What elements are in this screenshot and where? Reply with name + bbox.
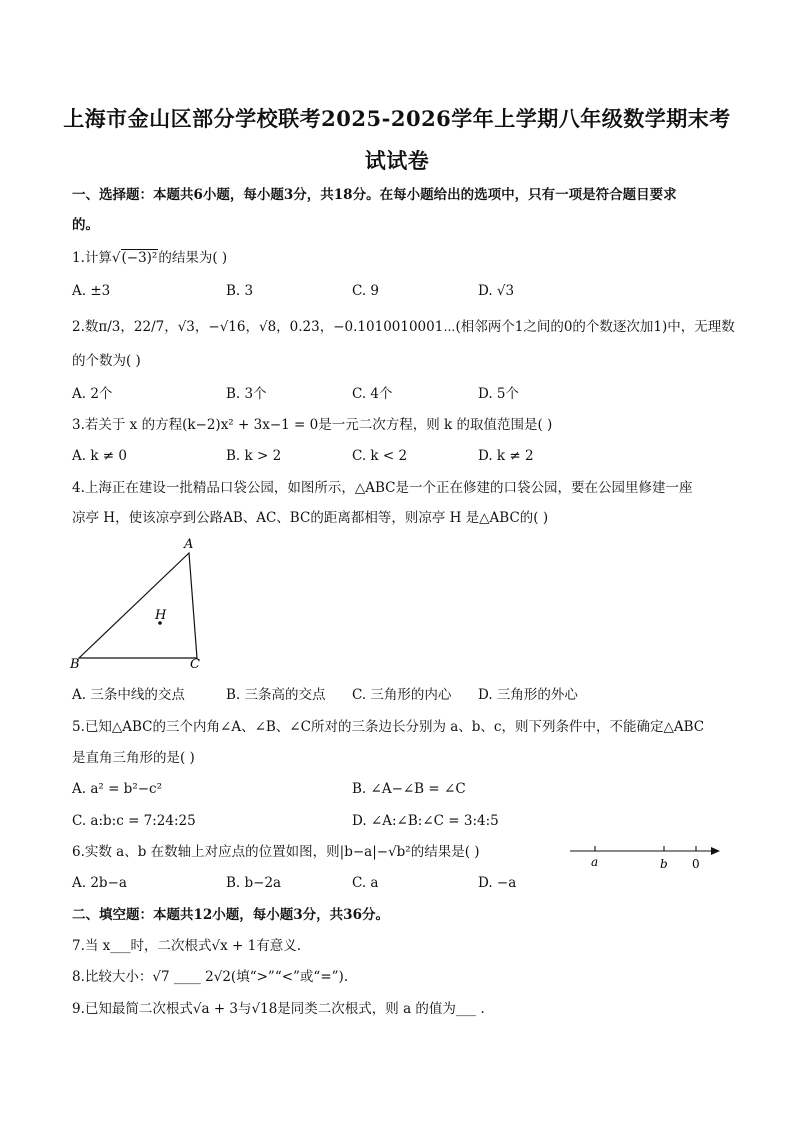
q2-option-a: A. 2个	[72, 386, 113, 402]
q5-option-c: C. a:b:c = 7:24:25	[72, 813, 196, 829]
q1-prefix: 1.计算	[72, 250, 112, 266]
exam-title-line1: 上海市金山区部分学校联考2025-2026学年上学期八年级数学期末考	[63, 106, 731, 131]
q2-option-d: D. 5个	[478, 386, 520, 402]
q1-option-c: C. 9	[352, 283, 380, 299]
vertex-label-a: A	[184, 537, 194, 552]
triangle-figure	[66, 533, 216, 673]
q4-option-b: B. 三条高的交点	[226, 687, 326, 703]
question-1	[72, 249, 227, 267]
question-2-line2: 的个数为( )	[72, 353, 141, 369]
q3-option-a: A. k ≠ 0	[72, 448, 127, 464]
number-line-figure	[566, 840, 726, 874]
tick-label-zero: 0	[692, 857, 700, 871]
q6-option-c: C. a	[352, 875, 379, 891]
q4-option-d: D. 三角形的外心	[478, 687, 578, 703]
q4-option-a: A. 三条中线的交点	[72, 687, 185, 703]
q6-option-a: A. 2b−a	[72, 875, 127, 891]
triangle-abc	[79, 553, 197, 658]
q2-option-c: C. 4个	[352, 386, 393, 402]
q3-option-b: B. k > 2	[226, 448, 282, 464]
question-7: 7.当 x___时，二次根式√x + 1有意义.	[72, 938, 302, 954]
question-2-line1: 2.数π/3，22/7，√3，−√16，√8，0.2̇3̇，−0.1010010001⋯(相邻两个1之间的0的个数逐次加1)中，无理数	[72, 319, 735, 335]
q2-option-b: B. 3个	[226, 386, 267, 402]
question-4-line1: 4.上海正在建设一批精品口袋公园，如图所示，△ABC是一个正在修建的口袋公园，要在公园里修建一座	[72, 480, 693, 496]
section1-heading: 一、选择题：本题共6小题，每小题3分，共18分。在每小题给出的选项中，只有一项是符合题目要求	[72, 187, 677, 203]
q1-expression: (−3)²	[121, 250, 158, 266]
q4-option-c: C. 三角形的内心	[352, 687, 452, 703]
point-label-h: H	[155, 608, 167, 623]
arrow-right-icon	[711, 847, 720, 855]
question-4-line2: 凉亭 H，使该凉亭到公路AB、AC、BC的距离都相等，则凉亭 H 是△ABC的( )	[72, 510, 549, 526]
question-5-line1: 5.已知△ABC的三个内角∠A、∠B、∠C所对的三条边长分别为 a、b、c，则下列条件中，不能确定△ABC	[72, 719, 705, 735]
exam-title-line2: 试试卷	[364, 148, 430, 173]
vertex-label-b: B	[70, 657, 80, 672]
q6-option-b: B. b−2a	[226, 875, 282, 891]
q6-option-d: D. −a	[478, 875, 517, 891]
question-5-line2: 是直角三角形的是( )	[72, 750, 195, 766]
question-9: 9.已知最简二次根式√a + 3与√18是同类二次根式，则 a 的值为___ .	[72, 1001, 485, 1017]
question-3: 3.若关于 x 的方程(k−2)x² + 3x−1 = 0是一元二次方程，则 k 的取值范围是( )	[72, 417, 553, 433]
radical-sign-icon: √	[111, 250, 121, 266]
q1-option-d: D. √3	[478, 283, 515, 299]
section2-heading: 二、填空题：本题共12小题，每小题3分，共36分。	[72, 907, 389, 923]
vertex-label-c: C	[190, 657, 200, 672]
question-6: 6.实数 a、b 在数轴上对应点的位置如图，则|b−a|−√b²的结果是( )	[72, 844, 480, 860]
q5-option-b: B. ∠A−∠B = ∠C	[352, 781, 466, 797]
tick-label-a: a	[591, 855, 599, 869]
section1-heading-cont: 的。	[72, 217, 99, 233]
question-8: 8.比较大小：√7 ____ 2√2(填“>”“<”或“=”).	[72, 969, 349, 985]
q1-option-b: B. 3	[226, 283, 254, 299]
q1-suffix: 的结果为( )	[158, 250, 228, 266]
q1-option-a: A. ±3	[72, 283, 111, 299]
q3-option-c: C. k < 2	[352, 448, 408, 464]
tick-label-b: b	[660, 857, 668, 871]
q3-option-d: D. k ≠ 2	[478, 448, 534, 464]
q5-option-a: A. a² = b²−c²	[72, 781, 163, 797]
q5-option-d: D. ∠A:∠B:∠C = 3:4:5	[352, 813, 499, 829]
